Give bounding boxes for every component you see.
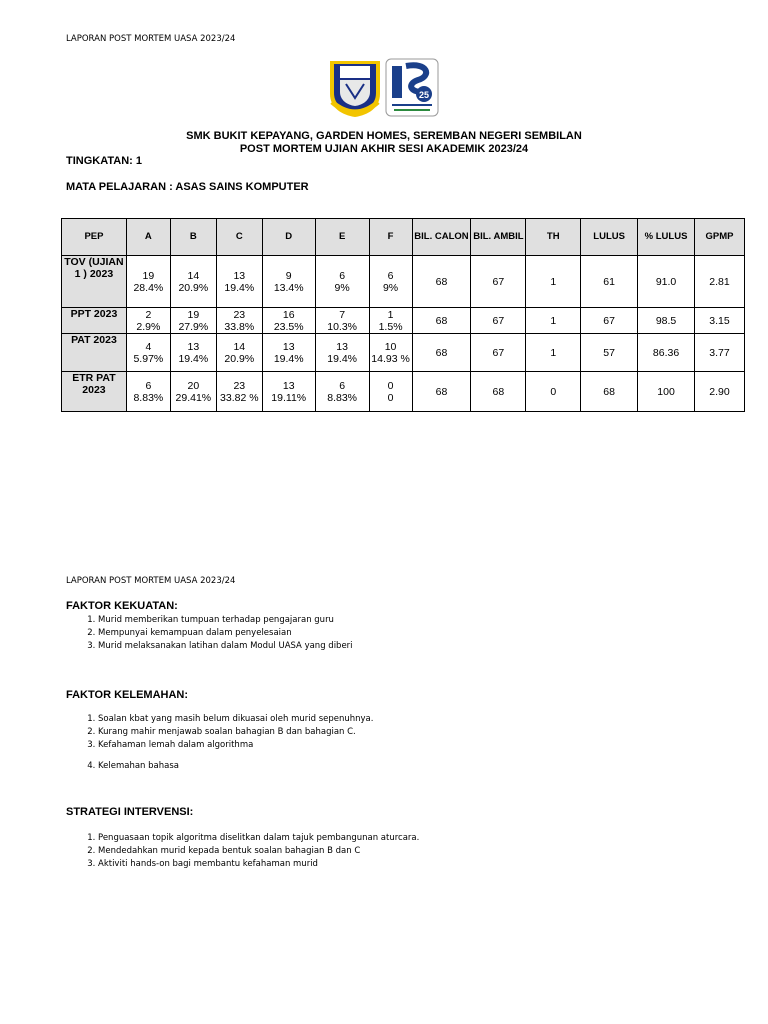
list-item: 4. Kelemahan bahasa — [98, 760, 373, 773]
grade-count: 4 — [145, 340, 152, 353]
grade-cell — [170, 308, 216, 334]
grade-count: 13 — [187, 340, 200, 353]
grade-cell — [126, 256, 170, 308]
header-cell: GPMP — [695, 219, 745, 256]
school-crest-icon — [330, 61, 380, 117]
pep-cell: PAT 2023 — [62, 334, 127, 372]
header-cell: TH — [526, 219, 581, 256]
list-item: 1. Murid memberikan tumpuan terhadap pengajaran guru — [98, 614, 353, 627]
pct-cell: 86.36 — [638, 334, 695, 372]
th-cell: 1 — [526, 334, 581, 372]
grade-count: 14 — [233, 340, 246, 353]
grade-cell — [262, 334, 315, 372]
grade-cell — [170, 256, 216, 308]
grade-count: 14 — [187, 269, 200, 282]
grade-percent: 1.5% — [378, 320, 403, 333]
grade-cell — [262, 372, 315, 412]
grade-percent: 23.5% — [273, 320, 304, 333]
grade-cell — [369, 372, 412, 412]
grade-count: 6 — [339, 379, 346, 392]
calon-cell: 68 — [412, 372, 471, 412]
grade-cell — [262, 256, 315, 308]
header-cell: D — [262, 219, 315, 256]
subject-label: MATA PELAJARAN : ASAS SAINS KOMPUTER — [66, 181, 309, 193]
kekuatan-list — [66, 614, 353, 653]
list-item: 2. Mendedahkan murid kepada bentuk soalan bahagian B dan C — [98, 845, 419, 858]
grade-percent: 8.83% — [327, 391, 358, 404]
header-cell: F — [369, 219, 412, 256]
grade-percent: 19.4% — [178, 352, 209, 365]
grade-percent: 8.83% — [133, 391, 164, 404]
grade-count: 7 — [339, 308, 346, 321]
grade-percent: 13.4% — [273, 281, 304, 294]
th-cell: 1 — [526, 308, 581, 334]
strategi-title: STRATEGI INTERVENSI: — [66, 806, 194, 818]
lulus-cell: 68 — [581, 372, 638, 412]
lulus-cell: 61 — [581, 256, 638, 308]
grade-cell — [369, 334, 412, 372]
calon-cell: 68 — [412, 334, 471, 372]
grade-percent: 14.93 % — [371, 352, 410, 365]
grade-percent: 0 — [387, 391, 394, 404]
svg-text:25: 25 — [418, 90, 430, 100]
header-cell: C — [216, 219, 262, 256]
list-item: 2. Kurang mahir menjawab soalan bahagian B dan bahagian C. — [98, 726, 373, 739]
grade-percent: 9% — [334, 281, 350, 294]
logos — [328, 58, 440, 118]
th-cell: 0 — [526, 372, 581, 412]
header-cell: BIL. CALON — [412, 219, 471, 256]
grade-percent: 29.41% — [175, 391, 212, 404]
grade-cell — [315, 372, 369, 412]
strategi-list — [66, 832, 419, 871]
list-item: 1. Soalan kbat yang masih belum dikuasai oleh murid sepenuhnya. — [98, 713, 373, 726]
grade-percent: 19.4% — [273, 352, 304, 365]
ambil-cell: 67 — [471, 256, 526, 308]
grade-percent: 9% — [382, 281, 399, 294]
grade-percent: 5.97% — [133, 352, 164, 365]
pep-cell: PPT 2023 — [62, 308, 127, 334]
anniversary-25-logo-icon — [386, 59, 438, 116]
header-cell: E — [315, 219, 369, 256]
grade-cell — [369, 308, 412, 334]
report-title: POST MORTEM UJIAN AKHIR SESI AKADEMIK 2023/24 — [239, 143, 529, 155]
grade-count: 13 — [336, 340, 348, 353]
grade-cell — [369, 256, 412, 308]
grade-cell — [126, 334, 170, 372]
pct-cell: 98.5 — [638, 308, 695, 334]
gpmp-cell: 3.15 — [695, 308, 745, 334]
grade-percent: 10.3% — [327, 320, 358, 333]
list-item: 2. Mempunyai kemampuan dalam penyelesaian — [98, 627, 353, 640]
grade-count: 23 — [233, 308, 246, 321]
grade-cell — [315, 334, 369, 372]
grade-percent: 27.9% — [178, 320, 209, 333]
grade-count: 20 — [187, 379, 200, 392]
grade-count: 16 — [282, 308, 295, 321]
header-cell: % LULUS — [638, 219, 695, 256]
header-cell: PEP — [62, 219, 127, 256]
pep-cell: ETR PAT 2023 — [62, 372, 127, 412]
grade-cell — [170, 372, 216, 412]
gpmp-cell: 2.90 — [695, 372, 745, 412]
lulus-cell: 57 — [581, 334, 638, 372]
grade-count: 13 — [282, 340, 295, 353]
list-item: 1. Penguasaan topik algoritma diselitkan dalam tajuk pembangunan aturcara. — [98, 832, 419, 845]
grade-percent: 19.11% — [271, 391, 307, 404]
th-cell: 1 — [526, 256, 581, 308]
list-item: 3. Kefahaman lemah dalam algorithma — [98, 739, 373, 752]
grade-cell — [170, 334, 216, 372]
table-row — [62, 334, 745, 372]
grade-count: 19 — [142, 269, 155, 282]
table-row — [62, 256, 745, 308]
grade-percent: 20.9% — [178, 281, 209, 294]
kelemahan-title: FAKTOR KELEMAHAN: — [66, 689, 189, 701]
header-note: LAPORAN POST MORTEM UASA 2023/24 — [66, 34, 236, 44]
grade-percent: 19.4% — [224, 281, 255, 294]
gpmp-cell: 3.77 — [695, 334, 745, 372]
grade-cell — [126, 372, 170, 412]
kelemahan-list — [66, 713, 373, 773]
grade-count: 13 — [282, 379, 295, 392]
ambil-cell: 67 — [471, 334, 526, 372]
grade-count: 0 — [387, 379, 394, 392]
grade-cell — [216, 308, 262, 334]
header-cell: BIL. AMBIL — [471, 219, 526, 256]
header-cell: A — [126, 219, 170, 256]
kekuatan-title: FAKTOR KEKUATAN: — [66, 600, 178, 612]
list-item: 3. Aktiviti hands-on bagi membantu kefahaman murid — [98, 858, 419, 871]
grade-count: 13 — [233, 269, 246, 282]
tingkatan-label: TINGKATAN: 1 — [66, 155, 142, 167]
grade-cell — [315, 256, 369, 308]
grade-percent: 33.82 % — [220, 391, 259, 404]
lulus-cell: 67 — [581, 308, 638, 334]
grade-count: 19 — [187, 308, 200, 321]
list-item: 3. Murid melaksanakan latihan dalam Modul UASA yang diberi — [98, 640, 353, 653]
grade-count: 6 — [387, 269, 394, 282]
grade-count: 23 — [233, 379, 246, 392]
grade-cell — [262, 308, 315, 334]
table-header-row — [62, 219, 745, 256]
ambil-cell: 68 — [471, 372, 526, 412]
grade-percent: 2.9% — [136, 320, 161, 333]
pct-cell: 91.0 — [638, 256, 695, 308]
grade-cell — [315, 308, 369, 334]
pct-cell: 100 — [638, 372, 695, 412]
grade-count: 1 — [387, 308, 394, 321]
grade-cell — [126, 308, 170, 334]
grade-percent: 33.8% — [224, 320, 255, 333]
grade-cell — [216, 256, 262, 308]
school-title: SMK BUKIT KEPAYANG, GARDEN HOMES, SEREMBAN NEGERI SEMBILAN — [186, 130, 582, 142]
calon-cell: 68 — [412, 308, 471, 334]
pep-cell: TOV (UJIAN 1 ) 2023 — [62, 256, 127, 308]
grade-percent: 19.4% — [327, 352, 358, 365]
header-cell: B — [170, 219, 216, 256]
grade-count: 10 — [384, 340, 397, 353]
gpmp-cell: 2.81 — [695, 256, 745, 308]
grade-percent: 20.9% — [224, 352, 255, 365]
table-row — [62, 308, 745, 334]
header-cell: LULUS — [581, 219, 638, 256]
header-note-page-2: LAPORAN POST MORTEM UASA 2023/24 — [66, 576, 236, 586]
grade-count: 6 — [145, 379, 152, 392]
grade-cell — [216, 334, 262, 372]
grade-count: 6 — [339, 269, 346, 282]
grade-percent: 28.4% — [133, 281, 164, 294]
table-row — [62, 372, 745, 412]
grade-count: 2 — [145, 308, 152, 321]
grade-count: 9 — [285, 269, 292, 282]
ambil-cell: 67 — [471, 308, 526, 334]
grade-cell — [216, 372, 262, 412]
calon-cell: 68 — [412, 256, 471, 308]
results-table — [61, 218, 745, 412]
